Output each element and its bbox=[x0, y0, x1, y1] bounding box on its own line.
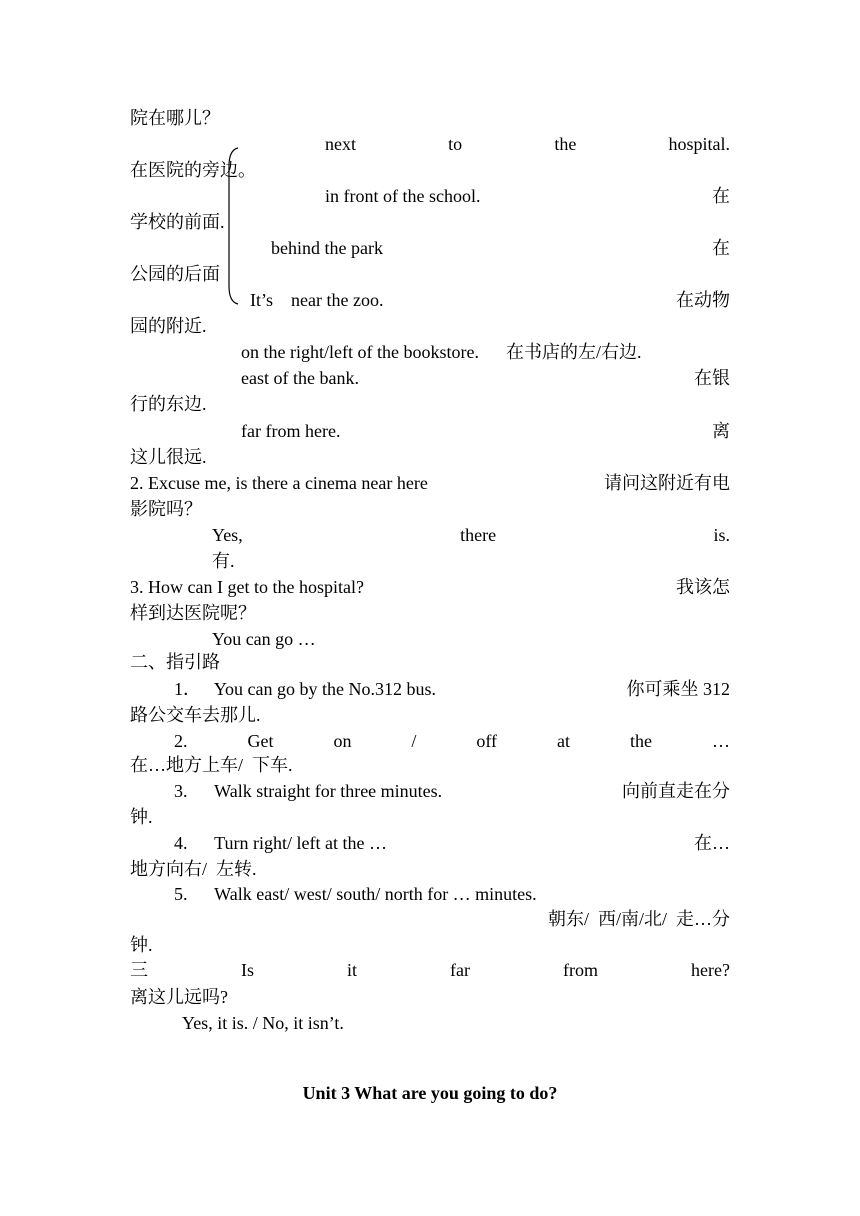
direction-4-cn: 地方向右/ 左转. bbox=[130, 859, 257, 879]
line-east-of-bank: east of the bank. bbox=[241, 368, 359, 388]
line-far-from-here: far from here. bbox=[241, 421, 341, 441]
question-3-cn: 样到达医院呢？ bbox=[130, 603, 256, 623]
direction-3: 3. Walk straight for three minutes. bbox=[174, 781, 443, 801]
line-behind-park: behind the park bbox=[271, 238, 383, 258]
line-near-zoo-cn-start: 在动物 bbox=[676, 290, 730, 310]
line-east-of-bank-cn: 行的东边. bbox=[130, 394, 207, 414]
line-near-zoo-cn: 园的附近. bbox=[130, 316, 207, 336]
answer-you-can-go: You can go … bbox=[212, 629, 316, 649]
word: … bbox=[711, 731, 730, 751]
word: far bbox=[450, 960, 470, 980]
word: hospital. bbox=[668, 134, 730, 154]
line-east-of-bank-cn-start: 在银 bbox=[694, 368, 730, 388]
word: the bbox=[554, 134, 577, 154]
line-in-front-of-school-cn: 学校的前面. bbox=[130, 212, 225, 232]
direction-5-cn: 钟. bbox=[130, 935, 153, 955]
question-3: 3. How can I get to the hospital? bbox=[130, 577, 364, 597]
direction-3-cn-start: 向前直走在分 bbox=[622, 781, 730, 801]
direction-3-cn: 钟. bbox=[130, 807, 153, 827]
question-3-cn-start: 我该怎 bbox=[676, 577, 730, 597]
word: Get bbox=[247, 731, 274, 751]
word: / bbox=[411, 731, 417, 751]
section-2-heading: 二、指引路 bbox=[130, 652, 220, 672]
word: there bbox=[460, 525, 497, 545]
word: Is bbox=[241, 960, 254, 980]
question-2: 2. Excuse me, is there a cinema near here bbox=[130, 473, 428, 493]
word: 2. bbox=[174, 731, 188, 751]
direction-2-cn: 在…地方上车/ 下车. bbox=[130, 755, 293, 775]
section-3-question-cn: 离这儿远吗? bbox=[130, 987, 228, 1007]
line-far-from-here-cn-start: 离 bbox=[712, 421, 730, 441]
word: the bbox=[630, 731, 652, 751]
direction-4-cn-start: 在… bbox=[694, 833, 730, 853]
word: Yes, bbox=[212, 525, 243, 545]
word: is. bbox=[713, 525, 730, 545]
section-3-answer: Yes, it is. / No, it isn’t. bbox=[182, 1013, 344, 1033]
direction-5-cn-start: 朝东/ 西/南/北/ 走…分 bbox=[547, 909, 730, 929]
line-behind-park-cn-start: 在 bbox=[712, 238, 730, 258]
line-where-hospital-tail: 院在哪儿？ bbox=[130, 108, 220, 128]
question-2-cn: 影院吗？ bbox=[130, 499, 202, 519]
direction-1-cn-start: 你可乘坐 312 bbox=[626, 679, 730, 699]
direction-2 bbox=[174, 728, 730, 754]
direction-1-cn: 路公交车去那儿. bbox=[130, 705, 261, 725]
line-near-zoo: It’s near the zoo. bbox=[250, 290, 384, 310]
line-behind-park-cn: 公园的后面 bbox=[130, 264, 220, 284]
word: 三 bbox=[130, 960, 148, 980]
direction-5: 5. Walk east/ west/ south/ north for … minutes. bbox=[174, 884, 537, 904]
unit-3-heading: Unit 3 What are you going to do? bbox=[302, 1083, 558, 1103]
line-right-left-bookstore: on the right/left of the bookstore. 在书店的左/右边. bbox=[241, 342, 642, 362]
line-next-to-hospital-cn: 在医院的旁边。 bbox=[130, 160, 256, 180]
word: on bbox=[333, 731, 352, 751]
question-2-cn-start: 请问这附近有电 bbox=[604, 473, 730, 493]
direction-1: 1． You can go by the No.312 bus. bbox=[174, 679, 437, 699]
line-far-from-here-cn: 这儿很远. bbox=[130, 447, 207, 467]
word: off bbox=[476, 731, 498, 751]
direction-4: 4. Turn right/ left at the … bbox=[174, 833, 387, 853]
word: it bbox=[347, 960, 358, 980]
answer-yes-cn: 有. bbox=[212, 551, 235, 571]
section-3-question bbox=[130, 957, 730, 983]
word: here? bbox=[691, 960, 730, 980]
answer-yes-there-is bbox=[212, 522, 730, 548]
word: from bbox=[563, 960, 598, 980]
word: to bbox=[448, 134, 463, 154]
line-next-to-hospital bbox=[325, 131, 730, 157]
word: next bbox=[325, 134, 356, 154]
line-in-front-of-school: in front of the school. bbox=[325, 186, 481, 206]
line-in-front-of-school-cn-start: 在 bbox=[712, 186, 730, 206]
word: at bbox=[557, 731, 571, 751]
